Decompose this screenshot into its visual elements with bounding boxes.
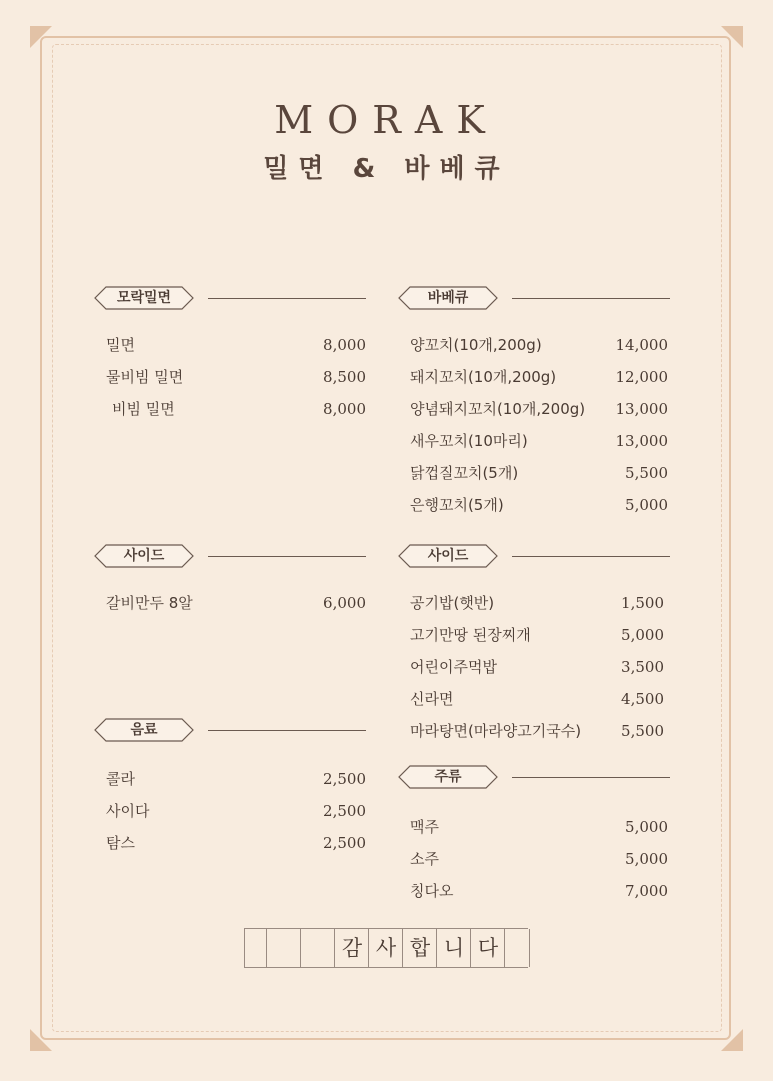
brand-title: MORAK [274,98,499,142]
thanks-char: 니 [436,929,471,967]
menu-item: 마라탕면(마라양고기국수) 5,500 [410,722,664,740]
section-tag [94,286,194,310]
section-title: 주류 [434,769,462,785]
menu-item: 콜라 2,500 [106,770,366,788]
thank-you-grid [244,928,528,968]
menu-item: 양꼬치(10개,200g) 14,000 [410,336,668,354]
menu-item: 새우꼬치(10마리) 13,000 [410,432,668,450]
menu-item: 은행꼬치(5개) 5,000 [410,496,668,514]
thanks-char: 감 [334,929,369,967]
section-header-bbq [398,286,670,312]
section-rule [512,777,670,778]
section-tag [398,286,498,310]
section-rule [512,298,670,299]
section-header-drinks [94,718,366,744]
menu-item: 칭다오 7,000 [410,882,668,900]
section-header-side-left [94,544,366,570]
section-header-alcohol [398,765,670,791]
section-rule [208,730,366,731]
thanks-char: 합 [402,929,437,967]
menu-item: 갈비만두 8알 6,000 [106,594,366,612]
section-tag [94,544,194,568]
thanks-char: 사 [368,929,403,967]
section-rule [208,556,366,557]
menu-item: 양념돼지꼬치(10개,200g) 13,000 [410,400,668,418]
menu-item: 소주 5,000 [410,850,668,868]
section-header-noodles [94,286,366,312]
section-title: 사이드 [123,548,165,564]
menu-item: 물비빔 밀면 8,500 [106,368,366,386]
grid-blank-cell [300,929,335,967]
grid-blank-cell [244,929,267,967]
menu-item: 어린이주먹밥 3,500 [410,658,664,676]
section-title: 음료 [130,722,158,738]
menu-item: 비빔 밀면 8,000 [112,400,366,418]
menu-item: 닭껍질꼬치(5개) 5,500 [410,464,668,482]
menu-item: 맥주 5,000 [410,818,668,836]
menu-item: 돼지꼬치(10개,200g) 12,000 [410,368,668,386]
section-header-side-right [398,544,670,570]
section-tag [398,544,498,568]
section-rule [512,556,670,557]
section-title: 사이드 [427,548,469,564]
menu-item: 사이다 2,500 [106,802,366,820]
menu-item: 밀면 8,000 [106,336,366,354]
thanks-char: 다 [470,929,505,967]
section-rule [208,298,366,299]
menu-item: 탐스 2,500 [106,834,366,852]
grid-blank-cell [266,929,301,967]
grid-blank-cell [504,929,530,967]
brand-subtitle: 밀면 & 바베큐 [263,154,510,184]
section-tag [94,718,194,742]
section-tag [398,765,498,789]
menu-item: 신라면 4,500 [410,690,664,708]
menu-item: 공기밥(햇반) 1,500 [410,594,664,612]
section-title: 바베큐 [427,290,469,306]
section-title: 모락밀면 [116,290,172,306]
menu-item: 고기만땅 된장찌개 5,000 [410,626,664,644]
